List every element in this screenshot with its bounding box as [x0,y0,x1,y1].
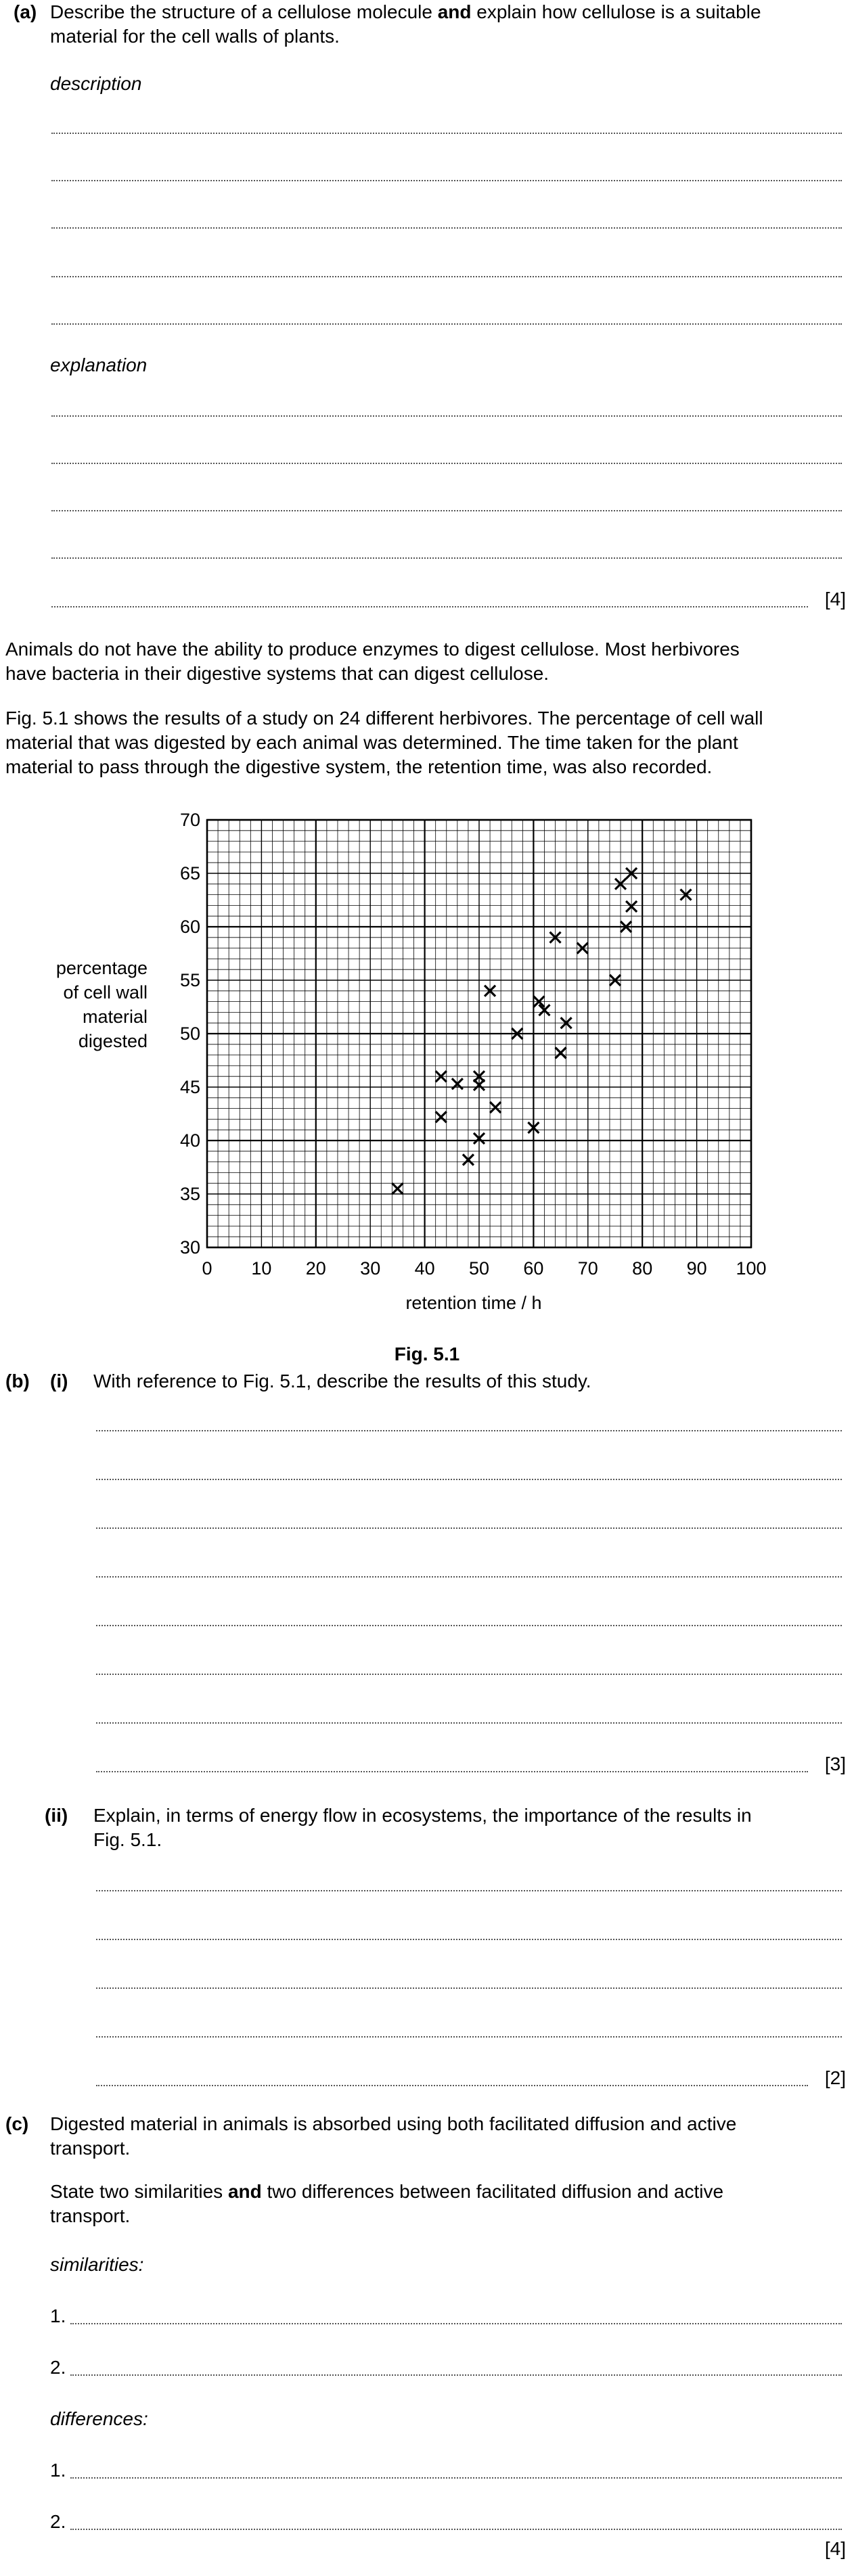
description-heading: description [50,73,142,94]
answer-line[interactable] [51,276,842,277]
y-tick-label: 50 [179,1024,200,1044]
part-a-marks: [4] [824,589,846,610]
intro-paragraph2-line3: material to pass through the digestive system, the retention time, was also recorded. [5,756,713,777]
answer-line[interactable] [51,133,842,134]
answer-line[interactable] [96,1890,842,1891]
fig-5-1-scatter-chart [0,791,854,1346]
part-a-label: (a) [14,1,37,22]
difference-2-number: 2. [50,2511,66,2532]
intro-paragraph1-line2: have bacteria in their digestive systems that can digest cellulose. [5,663,549,684]
y-tick-label: 65 [179,863,200,883]
answer-line[interactable] [70,2477,842,2479]
answer-line[interactable] [51,415,842,417]
part-c-question-line2: transport. [50,2138,131,2159]
part-c-instruction-bold: and [227,2181,262,2202]
x-tick-labels [202,1258,766,1279]
answer-line[interactable] [96,1430,842,1431]
part-c-marks: [4] [824,2538,846,2559]
part-c-label: (c) [5,2113,29,2134]
answer-line[interactable] [96,1939,842,1940]
y-axis-label-line: material [82,1007,148,1027]
part-b-i-marks: [3] [824,1753,846,1774]
answer-line[interactable] [96,1674,842,1675]
similarities-heading: similarities: [50,2254,144,2275]
part-a-question-line2: material for the cell walls of plants. [50,26,340,47]
differences-heading: differences: [50,2408,148,2429]
x-tick-label: 70 [577,1258,598,1279]
part-a-question-bold: and [437,1,472,22]
answer-line[interactable] [51,180,842,181]
data-point-marker [556,1047,566,1058]
explanation-heading: explanation [50,354,148,375]
answer-line[interactable] [96,2036,842,2038]
part-a-question-text-1: Describe the structure of a cellulose molecule [50,1,438,22]
part-a-question-text-2: explain how cellulose is a suitable [471,1,761,22]
part-b-ii-question-line2: Fig. 5.1. [93,1829,162,1850]
y-tick-label: 70 [179,810,200,830]
answer-line[interactable] [70,2374,842,2376]
answer-line[interactable] [96,1987,842,1989]
answer-line[interactable] [51,463,842,464]
part-a-question-line1 [50,0,842,24]
part-c-instruction-text-2: two differences between facilitated diffusion and active [261,2181,724,2202]
y-tick-label: 40 [179,1130,200,1151]
part-b-ii-question-line1: Explain, in terms of energy flow in ecosystems, the importance of the results in [93,1805,752,1826]
similarity-1-number: 1. [50,2305,66,2326]
y-tick-label: 60 [179,917,200,937]
intro-paragraph2-line1: Fig. 5.1 shows the results of a study on 24 different herbivores. The percentage of cell wall [5,708,763,729]
answer-line[interactable] [96,1771,808,1772]
data-point-marker [490,1102,501,1113]
answer-line[interactable] [96,2085,808,2086]
x-tick-label: 60 [523,1258,544,1279]
answer-line[interactable] [96,1625,842,1626]
x-tick-label: 100 [736,1258,767,1279]
part-b-label: (b) [5,1371,30,1392]
part-b-i-question: With reference to Fig. 5.1, describe the results of this study. [93,1371,591,1392]
figure-caption: Fig. 5.1 [394,1343,460,1364]
data-point-marker [392,1183,403,1194]
answer-line[interactable] [70,2529,842,2530]
x-tick-label: 40 [414,1258,435,1279]
x-tick-label: 10 [251,1258,272,1279]
y-tick-label: 45 [179,1077,200,1097]
x-tick-label: 80 [632,1258,653,1279]
y-tick-label: 30 [179,1237,200,1258]
data-point-marker [436,1111,447,1122]
answer-line[interactable] [70,2323,842,2324]
similarity-2-number: 2. [50,2357,66,2378]
answer-line[interactable] [96,1479,842,1480]
data-points [392,868,691,1194]
x-tick-label: 0 [202,1258,212,1279]
part-c-instruction-line2: transport. [50,2205,131,2226]
y-tick-label: 55 [179,970,200,990]
y-axis-label-line: of cell wall [63,982,148,1003]
answer-line[interactable] [51,227,842,229]
x-tick-label: 30 [360,1258,381,1279]
answer-line[interactable] [96,1576,842,1578]
part-b-ii-marks: [2] [824,2067,846,2088]
y-axis-label-line: digested [78,1031,148,1051]
answer-line[interactable] [51,510,842,511]
intro-paragraph2-line2: material that was digested by each animal was determined. The time taken for the plant [5,732,738,753]
y-axis-label-line: percentage [55,958,148,978]
answer-line[interactable] [51,323,842,325]
answer-line[interactable] [96,1527,842,1529]
y-tick-labels [180,810,200,1258]
part-b-ii-label: (ii) [45,1805,68,1826]
part-b-i-label: (i) [50,1371,68,1392]
answer-line[interactable] [96,1722,842,1724]
x-tick-label: 90 [686,1258,707,1279]
difference-1-number: 1. [50,2460,66,2481]
answer-line[interactable] [51,557,842,559]
intro-paragraph1-line1: Animals do not have the ability to produce enzymes to digest cellulose. Most herbivores [5,639,740,660]
part-c-instruction-line1 [50,2180,723,2204]
x-axis-label: retention time / h [405,1293,542,1313]
x-tick-label: 50 [468,1258,490,1279]
part-c-question-line1: Digested material in animals is absorbed using both facilitated diffusion and active [50,2113,737,2134]
y-tick-label: 35 [179,1184,200,1204]
answer-line[interactable] [51,606,808,607]
part-c-instruction-text-1: State two similarities [50,2181,228,2202]
x-tick-label: 20 [305,1258,326,1279]
